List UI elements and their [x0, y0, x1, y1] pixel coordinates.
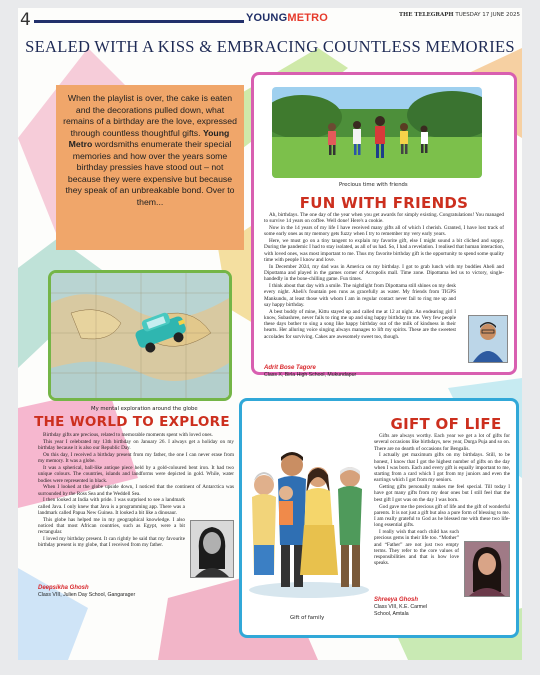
- friends-paragraph: Here, we must go on a tiny tangent to explain my favorite gift, else I might sound a bit cliched and soppy. During the pandemic I had to stay isolated, as all of us had. So, I had a revelation. I realised that human interaction, with loved ones, was most important to me. Thus my favorite birthday gift is the opportunity to spend some quality time with people I know and love.: [264, 238, 504, 263]
- globe-paragraph: On this day, I received a birthday present from my father, the one I can never erase from my memory. It was a globe.: [38, 451, 234, 465]
- gift-title: GIFT OF LIFE: [390, 415, 502, 433]
- page-number: 4: [20, 10, 31, 30]
- kids-running-photo: [272, 87, 482, 178]
- globe-author: Deepsikha Ghosh: [38, 585, 89, 591]
- friends-paragraph: In December 2024, my dad was in America on my birthday. I got to grab lunch with my buddies Aheli and Dipottama and played in the games corner of Acropolis mall. Time zone. Dipottama led us to victory, single-handedly in the bone-chilling game. Fun times.: [264, 263, 504, 283]
- friends-byline: [264, 365, 356, 379]
- gift-paragraph: Getting gifts personally makes me feel special. Till today I have got many gifts from my dear ones but I still feel that the best gift I got was on the day I was born.: [374, 484, 510, 503]
- gift-paragraph: I really wish that each child has such precious gems in their life too. “Mother” and “Father” are not just two empty terms. They refer to the core values of responsibilities and that is how love speaks.: [374, 529, 459, 567]
- intro-box: [56, 85, 244, 250]
- globe-title: THE WORLD TO EXPLORE: [34, 414, 230, 430]
- gift-paragraph: God gave me the precious gift of life and the gift of wonderful parents. It is not just a gift but also a pure form of blessing to me. I am really grateful to God as he blessed me with these two life-long essential gifts.: [374, 503, 510, 529]
- friends-school: Class X, Birla High School, Mukundapur: [264, 372, 357, 378]
- friends-paragraph: Now in the 14 years of my life I have received many gifts all of which I cherish. Granted, I have lost track of some early ones as my memory gets fuzzy when I try to remember my very early years.: [264, 225, 504, 238]
- gift-school-line1: Class VIII, K.E. Carmel: [374, 604, 428, 610]
- globe-paragraph: This year I celebrated my 13th birthday on January 26. I always get a holiday on my birthday because it is also our Republic Day.: [38, 438, 234, 452]
- intro-text-end: wordsmiths enumerate their special memories and how over the years some birthday pressies have stood out – not because they were expensive but because they speak of an unbreakable bond. Over to them...: [65, 139, 235, 207]
- intro-text-start: When the playlist is over, the cake is eaten and the decorations pulled down, what remains of a birthday are the love, expressed through countless thoughtful gifts.: [63, 93, 237, 138]
- adrit-avatar: [468, 315, 508, 363]
- issue-date: TUESDAY 17 JUNE 2025: [455, 12, 520, 18]
- vintage-map-photo: [51, 273, 229, 398]
- friends-photo-caption: Precious time with friends: [339, 182, 408, 188]
- friends-paragraph: A best buddy of mine, Kittu stayed up and called me at 12 at night. An endearing girl I know, Subashree, never fails to ring me up and sing happy birthday to me. Very few people these days bother to sing a song like happy birthday out of the milk of kindness in their hearts. Her alluring voice singing always manages to lift my spirits. These are the sweetest accolades for surviving. Cakes are awesomely sweet too, though.: [264, 308, 456, 340]
- section-metro: METRO: [287, 12, 329, 24]
- article-fun-with-friends: [251, 72, 517, 378]
- family-illustration: [246, 425, 372, 601]
- article-gift-of-life: [239, 398, 519, 638]
- masthead: [399, 12, 520, 18]
- friends-author: Adrit Bose Tagore: [264, 365, 316, 371]
- friends-title: FUN WITH FRIENDS: [299, 194, 469, 212]
- globe-paragraph: I loved my birthday present. It can rightly be said that my favourite birthday present is my globe, that I received from my father.: [38, 536, 185, 549]
- globe-paragraph: Birthday gifts are precious, related to memorable moments spent with loved ones.: [43, 432, 213, 438]
- gift-byline: [374, 597, 427, 618]
- deepsikha-avatar: [190, 520, 234, 578]
- gift-author: Shreeya Ghosh: [374, 597, 419, 603]
- header-rule: [34, 20, 244, 23]
- globe-photo-caption: My mental exploration around the globe: [91, 406, 198, 412]
- gift-photo-caption: Gift of family: [290, 615, 325, 621]
- intro-brand: Young Metro: [68, 127, 230, 149]
- gift-school-line2: School, Amtala: [374, 611, 409, 617]
- masthead-name: THE TELEGRAPH: [398, 12, 454, 18]
- globe-photo-box: [48, 270, 232, 401]
- globe-paragraph: I then looked at India with pride. I was surprised to see a landmark called Java. I only knew that Java is a programming app. There was a landmark called Papua New Guinea. It looked a bit like a dinosaur.: [38, 497, 185, 516]
- globe-paragraph: When I looked at the globe upside down, I noticed that the continent of Antarctica was surrounded by the Ross Sea and the Weddell Sea.: [38, 484, 234, 497]
- globe-school: Class VIII, Julien Day School, Gangarager: [38, 592, 136, 598]
- page-title: SEALED WITH A KISS & EMBRACING COUNTLESS MEMORIES: [25, 37, 515, 56]
- section-name: [246, 12, 328, 24]
- friends-paragraph: Ah, birthdays. The one day of the year when you get awards for simply existing. Congratulations! You managed to survive 14 years on coffee. Well done! Here's a cookie.: [264, 212, 504, 225]
- globe-byline: [38, 585, 135, 599]
- section-young: YOUNG: [246, 12, 288, 24]
- globe-paragraph: This globe has helped me in my geographical knowledge. I also noticed that most African countries, such as Egypt, were a bit rectangular.: [38, 516, 185, 536]
- globe-paragraph: It was a spherical, ball-like antique piece held by a gold-coloured bent iron. It had two unique colours. The countries, islands and landforms were depicted in gold. While, water bodies were represented in black.: [38, 465, 234, 484]
- newspaper-page: [18, 8, 522, 660]
- shreeya-avatar: [464, 541, 510, 597]
- gift-paragraph: I actually get maximum gifts on my birthdays. Still, to be honest, I know that I got the highest number of gifts on the day when I was born. Each and every gift is equally important to me, starting from a card which I got from my juniors and even the earrings which I got from my seniors.: [374, 452, 510, 484]
- page-header: [18, 8, 522, 30]
- gift-paragraph: Gifts are always worthy. Each year we get a lot of gifts for several occasions like birthdays, new year, Durga Puja and so on. There are no dearth of occasions for Bengalis.: [374, 433, 510, 452]
- friends-paragraph: I think about that day with a smile. The nightlight from Dipottama still shines on my desk every night. Aheli's fountain pen runs as gracefully as water. My friends from TIGPS Mankundu, at least those with whom I am in regular contact never fail to ring me up and say happy birthday.: [264, 283, 456, 308]
